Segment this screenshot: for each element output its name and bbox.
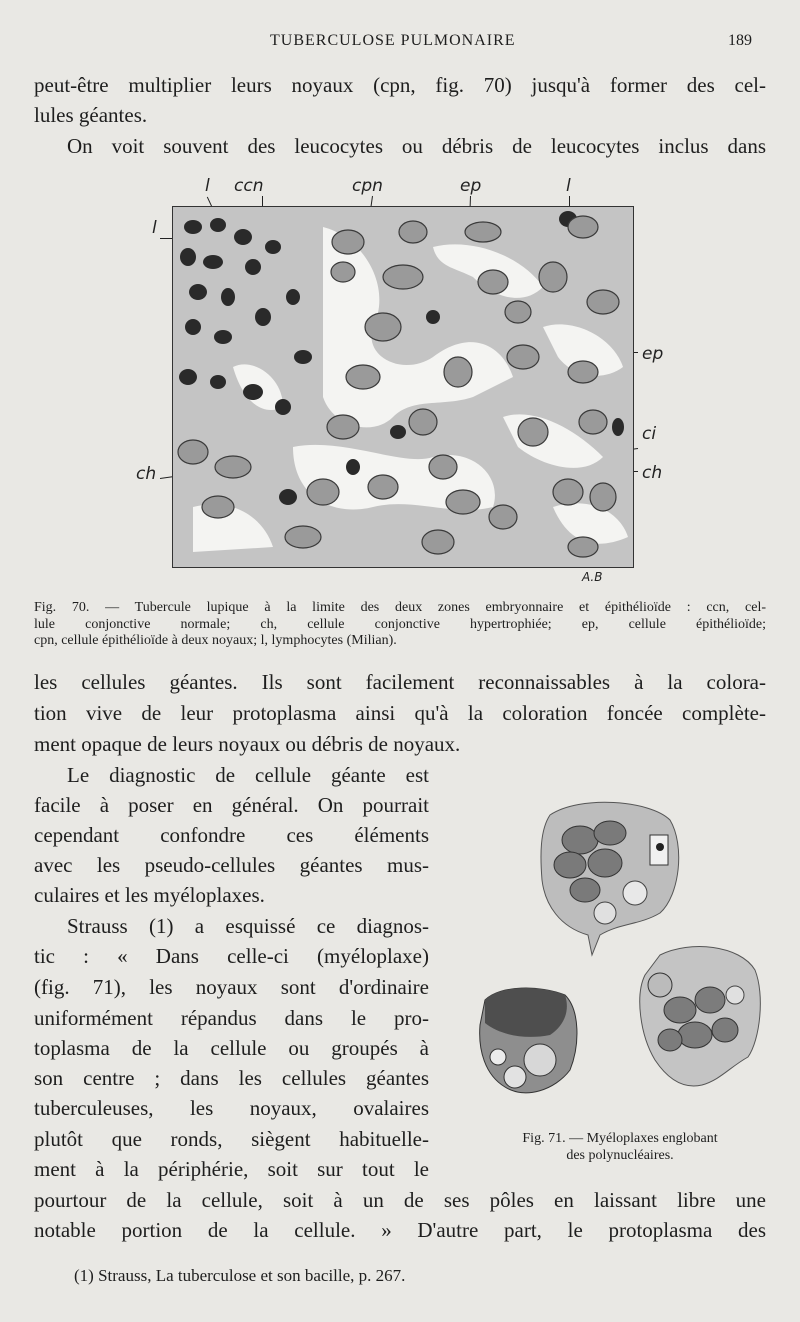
body-line: ment opaque de leurs noyaux ou débris de noyaux. (34, 732, 461, 756)
figure-label: ch (136, 464, 157, 484)
page-number: 189 (728, 32, 752, 49)
body-line: ment à la périphérie, soit sur tout le (34, 1157, 429, 1181)
body-line: On voit souvent des leucocytes ou débris de leucocytes inclus dans (67, 134, 766, 158)
tubercle-tissue-illustration (173, 207, 633, 567)
body-line: son centre ; dans les cellules géantes (34, 1066, 429, 1090)
caption-line: des polynucléaires. (566, 1148, 674, 1163)
artist-signature: A.B (582, 570, 603, 584)
figure-label: ccn (234, 176, 264, 196)
caption-line: cpn, cellule épithélioïde à deux noyaux; l, lymphocytes (Milian). (34, 633, 397, 648)
body-line: tic : « Dans celle-ci (myéloplaxe) (34, 944, 429, 968)
body-line: lules géantes. (34, 103, 148, 127)
body-line: culaires et les myéloplaxes. (34, 883, 265, 907)
figure-label: ep (642, 344, 664, 364)
caption-line: Fig. 70. — Tubercule lupique à la limite des deux zones embryonnaire et épithélioïde : ccn, cel- (34, 600, 766, 615)
body-line: les cellules géantes. Ils sont facilement reconnaissables à la colora- (34, 670, 766, 694)
figure-label: l (566, 176, 571, 196)
body-line: (fig. 71), les noyaux sont d'ordinaire (34, 975, 429, 999)
caption-line: lule conjonctive normale; ch, cellule conjonctive hypertrophiée; ep, cellule épithélioïde; (34, 616, 766, 632)
body-line: Strauss (1) a esquissé ce diagnos- (67, 914, 429, 938)
figure-label: ep (460, 176, 482, 196)
body-line: tion vive de leur protoplasma ainsi qu'à la coloration foncée complète- (34, 701, 766, 725)
figure-label: l (205, 176, 210, 196)
running-title: TUBERCULOSE PULMONAIRE (270, 32, 516, 49)
body-line: facile à poser en général. On pourrait (34, 793, 429, 817)
body-line: notable portion de la cellule. » D'autre part, le protoplasma des (34, 1218, 766, 1242)
figure-71-caption (470, 1130, 770, 1164)
body-line: toplasma de la cellule ou groupés à (34, 1036, 429, 1060)
caption-line: Fig. 71. — Myéloplaxes englobant (522, 1131, 718, 1146)
footnote: (1) Strauss, La tuberculose et son bacille, p. 267. (74, 1266, 406, 1285)
figure-70-caption (34, 600, 766, 650)
body-line: peut-être multiplier leurs noyaux (cpn, fig. 70) jusqu'à former des cel- (34, 73, 766, 97)
page-header (0, 32, 800, 56)
body-line: tuberculeuses, les noyaux, ovalaires (34, 1096, 429, 1120)
figure-label: cpn (352, 176, 383, 196)
figure-label: l (152, 218, 157, 238)
body-line: plutôt que ronds, siègent habituelle- (34, 1127, 429, 1151)
body-line: pourtour de la cellule, soit à un de ses pôles en laissant libre une (34, 1188, 766, 1212)
figure-71-illustration (470, 795, 770, 1115)
figure-70-micrograph (172, 206, 634, 568)
figure-label: ch (642, 463, 663, 483)
body-line: avec les pseudo-cellules géantes mus- (34, 853, 429, 877)
body-line: Le diagnostic de cellule géante est (67, 763, 429, 787)
body-line: uniformément répandus dans le pro- (34, 1006, 429, 1030)
figure-label: ci (642, 424, 657, 444)
body-line: cependant confondre ces éléments (34, 823, 429, 847)
myeloplaxes-illustration (470, 795, 770, 1115)
